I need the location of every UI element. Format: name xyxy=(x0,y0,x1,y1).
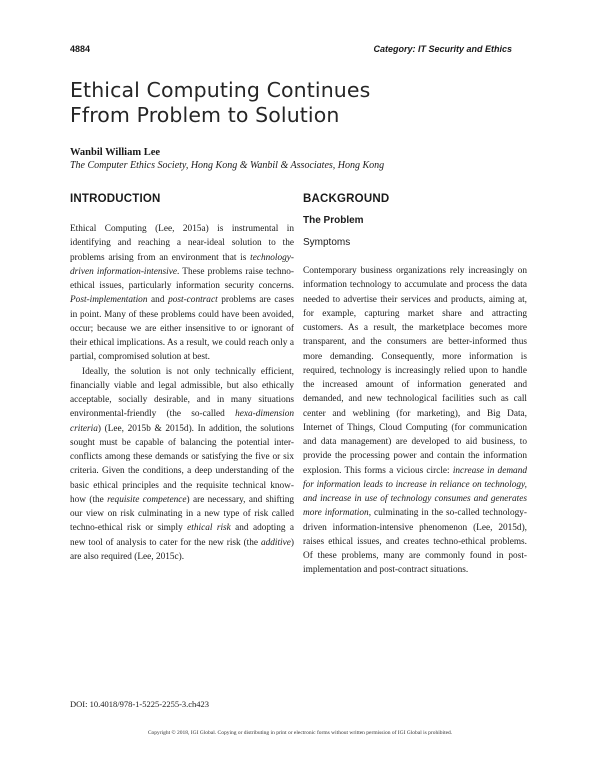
symptoms-subheading: Symptoms xyxy=(303,237,351,248)
introduction-column xyxy=(70,222,294,564)
category-label: Category: IT Security and Ethics xyxy=(373,44,512,54)
emphasis-text: increase in demand for information leads to increase in reliance on technology, and increase in use of technology consumes and generates more information xyxy=(303,465,527,519)
introduction-paragraph-2 xyxy=(70,365,294,565)
emphasis-text: post-contract xyxy=(168,295,218,306)
text-run: problems are cases in point. Many of these problems could have been avoided, occur; because we are either insensitive to or ignorant of their ethical implications. As a result, we could reach only a partial, compromised solution at best. xyxy=(70,295,294,363)
text-run: ) (Lee, 2015b & 2015d). In addition, the solutions sought must be capable of balancing the potential inter-conflicts among these demands or satisfying the five or six criteria. Given the conditions, a deep understanding of the basic ethical principles and the requisite technical know-how (the xyxy=(70,423,294,505)
page-number: 4884 xyxy=(70,44,91,54)
copyright-notice: Copyright © 2018, IGI Global. Copying or distributing in print or electronic forms without written permission of IGI Global is prohibited. xyxy=(147,730,453,736)
chapter-title-line-2: Ffrom Problem to Solution xyxy=(70,103,340,127)
emphasis-text: additive xyxy=(260,537,291,548)
emphasis-text: hexa-dimension criteria xyxy=(70,409,294,434)
text-run: . These problems raise techno-ethical issues, particularly information security concerns. xyxy=(70,266,294,291)
text-run: ) are also required (Lee, 2015c). xyxy=(70,537,294,562)
chapter-title-line-1: Ethical Computing Continues xyxy=(70,78,371,102)
text-run: and adopting a new tool of analysis to cater for the new risk (the xyxy=(70,523,294,548)
background-paragraph-1 xyxy=(303,264,527,578)
doi-text: DOI: 10.4018/978-1-5225-2255-3.ch423 xyxy=(70,699,210,709)
background-column xyxy=(303,264,527,578)
emphasis-text: Post-implementation xyxy=(70,295,148,306)
emphasis-text: requisite competence xyxy=(107,494,187,505)
author-name: Wanbil William Lee xyxy=(70,147,161,158)
text-run: and xyxy=(147,295,169,306)
text-run: Contemporary business organizations rely increasingly on information technology to accumulate and process the data needed to advertise their services and products, aiming at, for example, capturing market share and attracting customers. As a result, the marketplace becomes more transparent, and the consumers are better-informed thus more demanding. Consequently, more information is required, technology is increasingly relied upon to handle the increased amount of information generated and demanded, and new technological facilities such as call center and weblining (for marketing), and Big Data, Internet of Things, Cloud Computing (for communication and data management) are developed to aid business, to provide the processing power and contain the information explosion. This forms a vicious circle: xyxy=(303,266,527,476)
emphasis-text: technology-driven information-intensive xyxy=(70,252,294,277)
text-run: Ethical Computing (Lee, 2015a) is instrumental in identifying and reaching a near-ideal solution to the problems arising from an environment that is xyxy=(70,224,294,263)
text-run: , culminating in the so-called technology-driven information-intensive phenomenon (Lee, 2015d), raises ethical issues, and creates techno-ethical problems. Of these problems, many are commonly found in post-implementation and post-contract situations. xyxy=(303,508,528,576)
introduction-heading: INTRODUCTION xyxy=(70,193,161,205)
text-run: ) are necessary, and shifting our view on risk culminating in a new type of risk called techno-ethical risk or simply xyxy=(70,494,295,534)
introduction-paragraph-1 xyxy=(70,222,294,365)
problem-subheading: The Problem xyxy=(303,215,364,226)
background-heading: BACKGROUND xyxy=(303,193,390,205)
author-affiliation: The Computer Ethics Society, Hong Kong & Wanbil & Associates, Hong Kong xyxy=(70,160,385,171)
emphasis-text: ethical risk xyxy=(187,523,231,534)
text-run: Ideally, the solution is not only technically efficient, financially viable and legal admissible, but also ethically acceptable, socially desirable, and in many situations environmental-friendly (the so-called xyxy=(70,366,294,420)
chapter-title xyxy=(70,78,510,128)
